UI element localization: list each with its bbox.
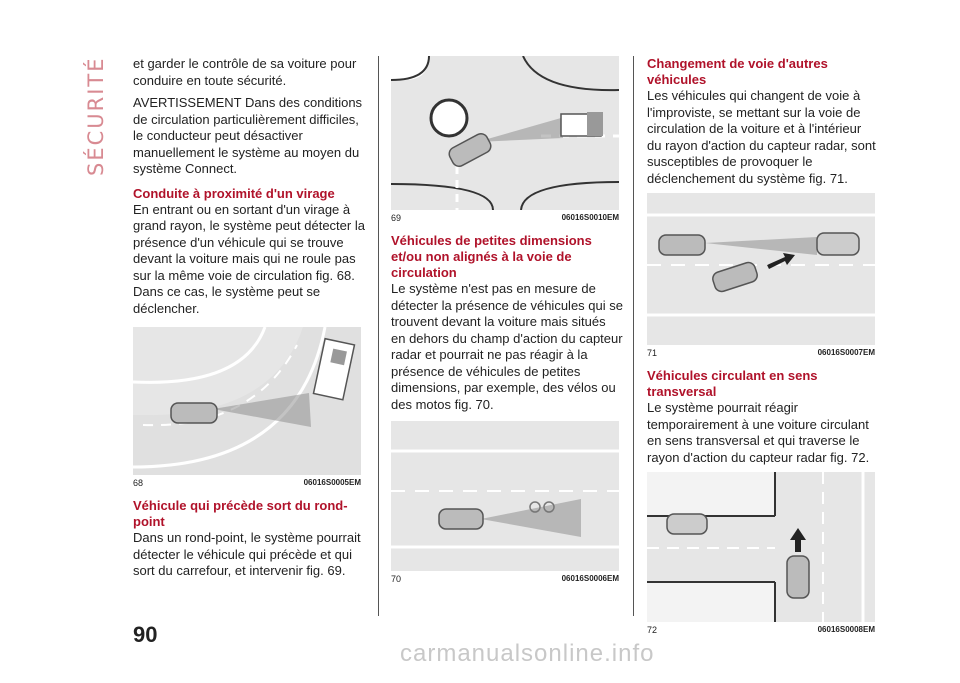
paragraph: Le système pourrait réagir temporairement à une voiture circulant en sens transversal et qui traverse le rayon d'action du capteur radar fig. 72. <box>647 400 870 465</box>
page-number: 90 <box>133 622 158 647</box>
figure-code: 06016S0010EM <box>561 213 619 222</box>
section-heading: Conduite à proximité d'un virage <box>133 185 335 201</box>
paragraph: Le système n'est pas en mesure de détecter la présence de véhicules qui se trouvent devant la voiture mais situés en dehors du champ d'action du capteur radar et pourrait ne pas réagir à la présence de véhicules de petites dimensions, par exemple, des vélos ou des motos fig. 70. <box>391 281 623 412</box>
paragraph: Les véhicules qui changent de voie à l'improviste, se mettant sur la voie de circulation de la voiture et à l'intérieur du rayon d'action du capteur radar, sont susceptibles de provoquer le déclenchement du système fig. 71. <box>647 88 876 186</box>
figure-72 <box>647 472 879 635</box>
roundabout-illustration <box>391 56 619 210</box>
crossing-illustration <box>647 472 875 622</box>
warning-paragraph: AVERTISSEMENT Dans des conditions de circulation particulièrement difficiles, le conducteur peut désactiver manuellement le système au moyen du système Connect. <box>133 95 363 176</box>
lanes-illustration <box>391 421 619 571</box>
figure-code: 06016S0008EM <box>817 625 875 634</box>
figure-number: 71 <box>647 348 658 358</box>
section-heading: Véhicules de petites dimensions et/ou non alignés à la voie de circulation <box>391 233 592 280</box>
section-heading: Changement de voie d'autres véhicules <box>647 56 828 87</box>
figure-code: 06016S0007EM <box>817 348 875 357</box>
column-divider <box>378 56 379 616</box>
figure-number: 69 <box>391 213 402 223</box>
watermark: carmanualsonline.info <box>400 640 655 667</box>
figure-69 <box>391 56 623 223</box>
column-divider <box>633 56 634 616</box>
figure-code: 06016S0005EM <box>303 478 361 487</box>
figure-number: 72 <box>647 625 658 635</box>
section-heading: Véhicule qui précède sort du rond-point <box>133 498 348 529</box>
paragraph: Dans un rond-point, le système pourrait détecter le véhicule qui précède et qui sort du carrefour, et intervenir fig. 69. <box>133 530 361 578</box>
figure-number: 68 <box>133 478 144 488</box>
paragraph: et garder le contrôle de sa voiture pour conduire en toute sécurité. <box>133 56 357 88</box>
paragraph: En entrant ou en sortant d'un virage à grand rayon, le système peut détecter la présence d'un véhicule qui se trouve devant la voiture mais qui ne roule pas sur la même voie de circulation fig. 68. Dans ce cas, le système peut se déclencher. <box>133 201 365 316</box>
section-heading: Véhicules circulant en sens transversal <box>647 368 818 399</box>
figure-68 <box>133 327 365 488</box>
lane-change-illustration <box>647 193 875 345</box>
column-2 <box>391 56 623 584</box>
figure-number: 70 <box>391 574 402 584</box>
figure-70 <box>391 421 623 584</box>
figure-71 <box>647 193 879 358</box>
curve-illustration <box>133 327 361 475</box>
figure-code: 06016S0006EM <box>561 574 619 583</box>
column-1 <box>133 56 365 586</box>
section-tab: SÉCURITÉ <box>84 56 108 176</box>
column-3 <box>647 56 879 635</box>
